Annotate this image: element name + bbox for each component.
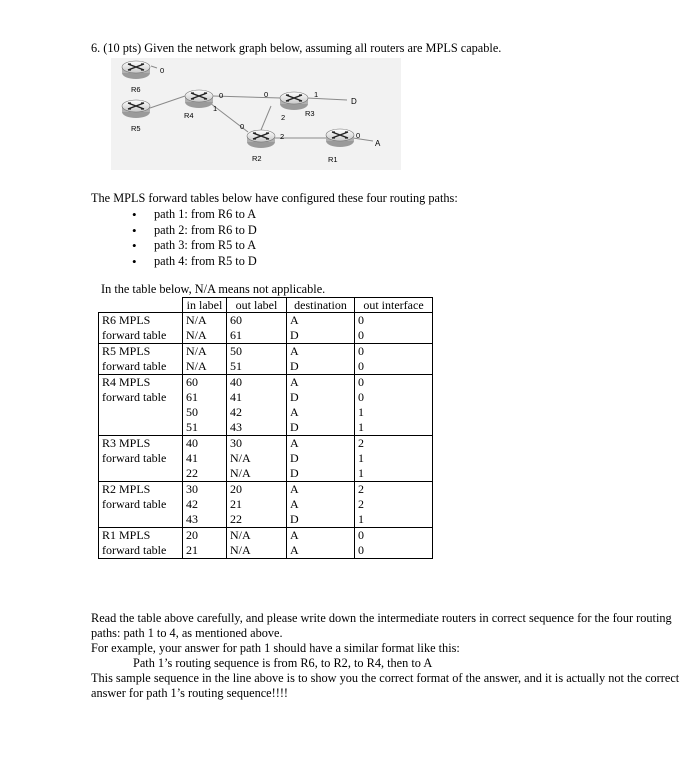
list-item: • path 3: from R5 to A — [130, 238, 257, 254]
destination-cell: A D — [287, 313, 355, 344]
out-label-cell: 20 21 22 — [227, 482, 287, 528]
out-interface-cell: 0 0 — [355, 528, 433, 559]
interface-label: 0 — [219, 91, 224, 100]
router-label: R6 — [131, 85, 141, 94]
interface-label: 1 — [213, 104, 218, 113]
router-label: R3 — [305, 109, 315, 118]
network-diagram — [111, 58, 401, 170]
out-interface-cell: 0 0 1 1 — [355, 375, 433, 436]
in-label-cell: N/A N/A — [183, 344, 227, 375]
router-name-cell: R1 MPLS forward table — [99, 528, 183, 559]
router-r1-icon — [326, 129, 354, 147]
in-label-cell: 20 21 — [183, 528, 227, 559]
header-in-label: in label — [183, 298, 227, 313]
router-name-cell: R4 MPLS forward table — [99, 375, 183, 436]
destination-cell: A D D — [287, 436, 355, 482]
in-label-cell: 40 41 22 — [183, 436, 227, 482]
header-out-interface: out interface — [355, 298, 433, 313]
router-name-cell: R3 MPLS forward table — [99, 436, 183, 482]
router-label: R1 — [328, 155, 338, 164]
example-answer: Path 1’s routing sequence is from R6, to R2, to R4, then to A — [133, 656, 433, 670]
interface-label: 0 — [264, 90, 269, 99]
instruction-paragraph: This sample sequence in the line above is to show you the correct format of the answer, and it is actually not the correct answer for path 1’s routing sequence!!!! — [91, 671, 680, 700]
interface-label: 0 — [240, 122, 245, 131]
router-r3-icon — [280, 92, 308, 110]
intro-text: The MPLS forward tables below have configured these four routing paths: — [91, 191, 458, 205]
interface-label: 2 — [281, 113, 286, 122]
out-interface-cell: 2 1 1 — [355, 436, 433, 482]
closing-instructions — [91, 611, 681, 701]
instruction-paragraph: Read the table above carefully, and please write down the intermediate routers in correct sequence for the four routing paths: path 1 to 4, as mentioned above. — [91, 611, 672, 640]
router-label: R4 — [184, 111, 194, 120]
router-r6-icon — [122, 61, 150, 79]
router-name-cell: R5 MPLS forward table — [99, 344, 183, 375]
out-label-cell: 60 61 — [227, 313, 287, 344]
out-interface-cell: 2 2 1 — [355, 482, 433, 528]
router-name-cell: R6 MPLS forward table — [99, 313, 183, 344]
router-r5-icon — [122, 100, 150, 118]
table-header-row — [99, 298, 433, 313]
out-label-cell: 40 41 42 43 — [227, 375, 287, 436]
header-out-label: out label — [227, 298, 287, 313]
table-row — [99, 482, 433, 528]
table-row — [99, 313, 433, 344]
destination-cell: A A D — [287, 482, 355, 528]
out-label-cell: N/A N/A — [227, 528, 287, 559]
destination-a-label: A — [375, 139, 381, 148]
table-row — [99, 344, 433, 375]
interface-label: 2 — [280, 132, 285, 141]
interface-label: 0 — [160, 66, 165, 75]
router-r2-icon — [247, 130, 275, 148]
in-label-cell: N/A N/A — [183, 313, 227, 344]
table-row — [99, 528, 433, 559]
table-row — [99, 436, 433, 482]
router-r4-icon — [185, 90, 213, 108]
interface-label: 0 — [356, 131, 361, 140]
interface-label: 1 — [314, 90, 319, 99]
mpls-forward-table — [98, 297, 433, 559]
path-list — [130, 207, 257, 270]
list-item: • path 2: from R6 to D — [130, 223, 257, 239]
router-name-cell: R2 MPLS forward table — [99, 482, 183, 528]
router-label: R2 — [252, 154, 262, 163]
in-label-cell: 60 61 50 51 — [183, 375, 227, 436]
out-interface-cell: 0 0 — [355, 313, 433, 344]
destination-d-label: D — [351, 97, 357, 106]
instruction-paragraph: For example, your answer for path 1 should have a similar format like this: — [91, 641, 460, 655]
destination-cell: A D — [287, 344, 355, 375]
question-title: 6. (10 pts) Given the network graph below, assuming all routers are MPLS capable. — [91, 41, 502, 55]
header-destination: destination — [287, 298, 355, 313]
out-label-cell: 50 51 — [227, 344, 287, 375]
out-label-cell: 30 N/A N/A — [227, 436, 287, 482]
destination-cell: A D A D — [287, 375, 355, 436]
router-label: R5 — [131, 124, 141, 133]
destination-cell: A A — [287, 528, 355, 559]
list-item: • path 1: from R6 to A — [130, 207, 257, 223]
table-row — [99, 375, 433, 436]
list-item: • path 4: from R5 to D — [130, 254, 257, 270]
in-label-cell: 30 42 43 — [183, 482, 227, 528]
out-interface-cell: 0 0 — [355, 344, 433, 375]
table-note: In the table below, N/A means not applicable. — [101, 282, 326, 296]
